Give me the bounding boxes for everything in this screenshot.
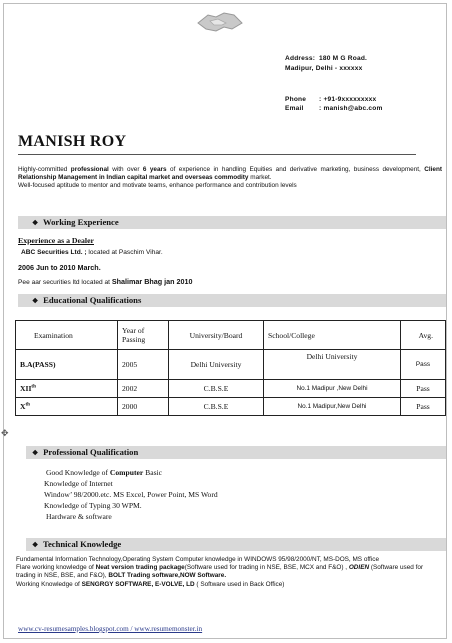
column-header: Avg. [401, 321, 446, 350]
professional-line [46, 468, 162, 478]
experience-title: Experience as a Dealer [18, 236, 94, 245]
section-title: Educational Qualifications [43, 295, 142, 305]
handshake-icon [194, 3, 246, 37]
exam-name: B.A(PASS) [20, 360, 56, 369]
board-cell: Delhi University [169, 350, 264, 380]
table-row [16, 380, 446, 398]
professional-line: Knowledge of Typing 30 WPM. [44, 501, 142, 510]
professional-line: Knowledge of Internet [44, 479, 113, 488]
technical-bold-italic: ODIEN [348, 564, 370, 572]
experience-location: located at Paschim Vihar. [86, 249, 163, 256]
email-value: : manish@abc.com [319, 105, 383, 112]
diamond-bullet-icon: ❖ [32, 219, 39, 227]
avg-cell: Pass [401, 350, 446, 380]
avg-cell: Pass [401, 398, 446, 416]
email-label: Email [285, 105, 304, 112]
summary-bold: Client Relationship Management in Indian capital market and overseas commodity [18, 166, 443, 182]
exam-name: XII [20, 384, 32, 393]
diamond-bullet-icon: ❖ [32, 297, 39, 305]
address-line2: Madipur, Delhi - xxxxxx [285, 65, 363, 72]
candidate-name: MANISH ROY [18, 133, 127, 150]
name-divider [18, 154, 416, 155]
technical-knowledge [16, 556, 441, 589]
address-label: Address: [285, 55, 316, 62]
experience-company: ABC Securities Ltd. ; [21, 249, 87, 256]
board-cell: C.B.S.E [169, 380, 264, 398]
phone [285, 96, 376, 103]
professional-text: Good Knowledge of [46, 468, 110, 477]
professional-line: Hardware & software [46, 512, 112, 521]
year-cell: 2005 [118, 350, 169, 380]
email [285, 105, 383, 112]
summary-text: Well-focused aptitude to mentor and motivate teams, enhance performance and contribution levels [18, 182, 297, 190]
technical-text: Fundamental Information Technology,Operating System Computer knowledge in WINDOWS 95/98/2000/NT, MS-DOS, MS office [16, 556, 380, 563]
professional-text: Basic [143, 468, 163, 477]
section-technical [26, 538, 446, 551]
section-title: Professional Qualification [43, 447, 139, 457]
professional-line: Window’ 98/2000.etc. MS Excel, Power Point, MS Word [44, 490, 218, 499]
experience-title-row [18, 236, 94, 245]
section-title: Technical Knowledge [43, 539, 122, 549]
table-row [16, 398, 446, 416]
diamond-bullet-icon: ❖ [32, 541, 39, 549]
technical-text: Working Knowledge of [16, 580, 82, 588]
table-header-row [16, 321, 446, 350]
education-table [15, 320, 446, 416]
address-line1: 180 M G Road. [319, 55, 368, 62]
professional-bold: Computer [109, 468, 144, 477]
summary-bold: 6 years [142, 166, 167, 173]
exam-cell [16, 398, 118, 416]
summary [18, 166, 442, 191]
section-professional [26, 446, 446, 459]
move-handle-icon[interactable]: ✥ [1, 428, 9, 438]
summary-text: Highly-committed [18, 166, 71, 173]
table-row [16, 350, 446, 380]
summary-bold: professional [70, 166, 109, 173]
technical-text: Flare working knowledge of [16, 564, 96, 572]
school-cell: No.1 Madipur,New Delhi [264, 398, 401, 416]
experience-second-row [18, 277, 193, 286]
footer-website-link[interactable]: www.cv-resumesamples.blogspot.com / www.resumemonster.in [18, 625, 203, 633]
address [285, 55, 367, 62]
summary-text: with over [108, 166, 143, 173]
experience-company-row [21, 249, 163, 256]
column-header: University/Board [169, 321, 264, 350]
phone-label: Phone [285, 96, 307, 103]
technical-text: (Software used for trading in NSE, BSE, MCX and F&O) , [184, 564, 349, 572]
column-header: Year of Passing [118, 321, 169, 350]
section-education [18, 294, 446, 307]
school-cell: No.1 Madipur ,New Delhi [264, 380, 401, 398]
experience-period: 2006 Jun to 2010 March. [18, 263, 101, 272]
exam-cell [16, 350, 118, 380]
exam-superscript: th [25, 402, 30, 408]
technical-bold: Neat version trading package [95, 564, 185, 572]
technical-bold: BOLT Trading software,NOW Software. [108, 572, 227, 580]
exam-name: X [20, 402, 26, 411]
phone-value: : +91-9xxxxxxxxx [319, 96, 377, 103]
exam-cell [16, 380, 118, 398]
summary-text: of experience in handling Equities and derivative marketing, business development, [166, 166, 425, 173]
exam-superscript: th [31, 384, 36, 390]
board-cell: C.B.S.E [169, 398, 264, 416]
section-working-experience [18, 216, 446, 229]
experience-bold: Shalimar Bhag jan 2010 [111, 277, 193, 286]
column-header: Examination [16, 321, 118, 350]
technical-text: ( Software used in Back Office) [194, 580, 285, 588]
diamond-bullet-icon: ❖ [32, 449, 39, 457]
technical-bold: SENGRGY SOFTWARE, E-VOLVE, LD [81, 580, 195, 588]
school-cell: Delhi University [264, 350, 401, 380]
experience-text: Pee aar securities ltd located at [18, 279, 112, 286]
avg-cell: Pass [401, 380, 446, 398]
summary-text: market. [248, 174, 272, 182]
year-cell: 2002 [118, 380, 169, 398]
column-header: School/College [264, 321, 401, 350]
technical-text: (Software used for trading in NSE, BSE, and F&O), [16, 564, 424, 580]
year-cell: 2000 [118, 398, 169, 416]
section-title: Working Experience [43, 217, 119, 227]
